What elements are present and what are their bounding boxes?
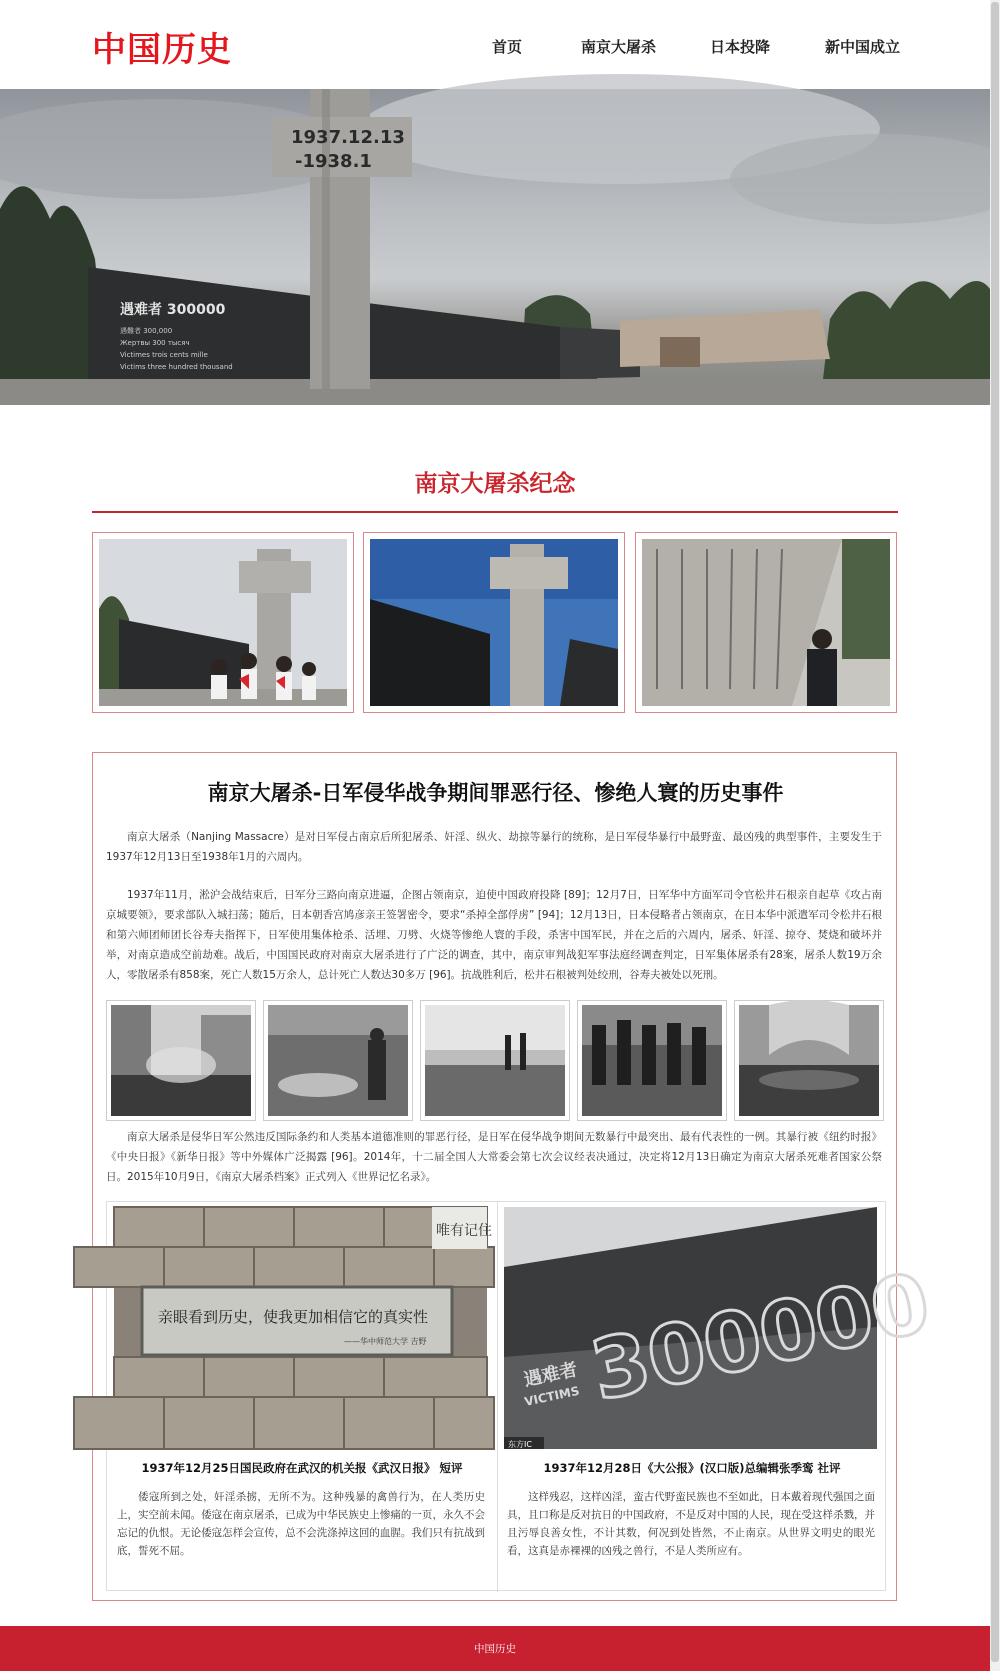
hero-banner [0, 89, 990, 405]
historical-photo-strip [106, 1000, 886, 1121]
article-title: 南京大屠杀-日军侵华战争期间罪恶行径、惨绝人寰的历史事件 [207, 781, 784, 805]
hero-wall-title: 遇难者 300000 [120, 302, 226, 318]
hero-wall-line-2: Жертвы 300 тысяч [120, 339, 190, 347]
dagongbao-text: 这样残忍，这样凶淫，蛮古代野蛮民族也不至如此，日本戴着现代强国之面具，且口称是反对抗日的中国政府，不是反对中国的人民，现在受这样杀戮，并且污辱良善女性，不计其数，何况到处皆然，不止南京。从世界文明史的眼光看，这真是赤裸裸的凶残之兽行，不是人类所应有。 [507, 1491, 875, 1557]
hero-wall-line-1: 遇難者 300,000 [120, 327, 173, 335]
plaque-quote: 亲眼看到历史，使我更加相信它的真实性 [158, 1308, 429, 1326]
students-memorial-image [99, 539, 347, 706]
historical-photo-4-image [582, 1005, 722, 1116]
historical-photo-3-image [425, 1005, 565, 1116]
cross-memorial-image [370, 539, 618, 706]
victims-label-en: VICTIMS [523, 1383, 581, 1409]
gallery-photo-cross[interactable] [363, 532, 625, 713]
historical-photo-5[interactable] [734, 1000, 884, 1121]
article-paragraph-1: 南京大屠杀（Nanjing Massacre）是对日军侵占南京后所犯屠杀、奸淫、纵火、劫掠等暴行的统称，是日军侵华暴行中最野蛮、最凶残的典型事件，主要发生于1937年12月13日至1938年1月的六周内。 [106, 831, 882, 863]
victims-wall-image[interactable] [504, 1207, 938, 1449]
historical-photo-1-image [111, 1005, 251, 1116]
historical-photo-1[interactable] [106, 1000, 256, 1121]
wuhan-daily-text: 倭寇所到之处，奸淫杀掳，无所不为。这种残暴的禽兽行为，在人类历史上，实空前未闻。倭寇在南京屠杀，已成为中华民族史上惨痛的一页，永久不会忘记的仇恨。无论倭寇怎样会宣传，总不会洗涤掉这回的血腥。我们只有抗战到底，誓死不屈。 [117, 1491, 485, 1557]
page-scrollbar[interactable] [990, 0, 1000, 1671]
site-logo[interactable]: 中国历史 [92, 30, 232, 70]
victims-number: 300000 [583, 1255, 938, 1420]
gallery-photo-names-wall[interactable] [635, 532, 897, 713]
footer-text: 中国历史 [474, 1643, 516, 1655]
article-paragraph-2: 1937年11月，淞沪会战结束后，日军分三路向南京进逼，企图占领南京，迫使中国政府投降 [89]；12月7日，日军华中方面军司令官松井石根亲自起草《攻占南京城要领》，要求部队入城扫荡；随后，日本朝香宫鸠彦亲王签署密令，要求“杀掉全部俘虏” [94]；12月13日，日本侵略者占领南京，在日本华中派遣军司令松井石根和第六师团师团长谷寿夫指挥下，日军使用集体枪杀、活埋、刀劈、火烧等惨绝人寰的手段，杀害中国军民，并在之后的六周内，屠杀、奸淫、掠夺、焚烧和破坏并举，对南京造成空前劫难。战后，中国国民政府对南京大屠杀进行了广泛的调查，其中，南京审判战犯军事法庭经调查判定，日军集体屠杀有28案，屠杀人数19万余人，零散屠杀有858案，死亡人数15万余人，总计死亡人数达30多万 [96]。抗战胜利后，松井石根被判处绞刑，谷寿夫被处以死刑。 [106, 889, 882, 981]
wuhan-daily-caption: 1937年12月25日国民政府在武汉的机关报《武汉日报》 短评 [141, 1461, 463, 1475]
scrollbar-thumb[interactable] [991, 2, 999, 1662]
names-wall-image [642, 539, 890, 706]
hero-cross-date-2: -1938.1 [295, 151, 372, 172]
victims-label-cn: 遇难者 [522, 1359, 580, 1391]
site-header [0, 0, 990, 89]
hero-wall-line-3: Victimes trois cents mille [120, 351, 208, 359]
dagongbao-caption: 1937年12月28日《大公报》(汉口版)总编辑张季鸾 社评 [543, 1461, 841, 1475]
photo-credit: 东方IC [508, 1440, 532, 1449]
nav-new-china[interactable]: 新中国成立 [825, 38, 901, 56]
memorial-section-title: 南京大屠杀纪念 [414, 471, 576, 497]
historical-photo-2[interactable] [263, 1000, 413, 1121]
nav-home[interactable]: 首页 [492, 38, 523, 56]
historical-photo-3[interactable] [420, 1000, 570, 1121]
section-divider [92, 511, 898, 513]
nav-japan-surrender[interactable]: 日本投降 [710, 38, 771, 56]
nav-nanjing-massacre[interactable]: 南京大屠杀 [581, 38, 657, 56]
article-paragraph-3: 南京大屠杀是侵华日军公然违反国际条约和人类基本道德准则的罪恶行径，是日军在侵华战争期间无数暴行中最突出、最有代表性的一例。其暴行被《纽约时报》《中央日报》《新华日报》等中外媒体广泛揭露 [96]。2014年，十二届全国人大常委会第七次会议经表决通过，决定将12月13日确定为南京大屠杀死难者国家公祭日。2015年10月9日，《南京大屠杀档案》正式列入《世界记忆名录》。 [106, 1131, 882, 1183]
hero-wall-line-4: Victims three hundred thousand [120, 363, 233, 371]
editorial-column-dagongbao [497, 1202, 938, 1592]
hero-memorial-image [0, 89, 990, 405]
wall-corner-text: 唯有记住 [436, 1223, 492, 1239]
article-box [92, 752, 938, 1601]
main-nav [0, 36, 990, 56]
historical-photo-2-image [268, 1005, 408, 1116]
gallery-photo-students[interactable] [92, 532, 354, 713]
historical-photo-4[interactable] [577, 1000, 727, 1121]
editorial-columns [106, 1201, 938, 1591]
historical-photo-5-image [739, 1005, 879, 1116]
plaque-wall-image[interactable] [114, 1207, 492, 1449]
hero-cross-date-1: 1937.12.13 [291, 127, 405, 148]
plaque-signature: ——华中师范大学 吉野 [344, 1337, 427, 1346]
site-footer [0, 1626, 990, 1671]
editorial-column-wuhan [107, 1202, 497, 1592]
